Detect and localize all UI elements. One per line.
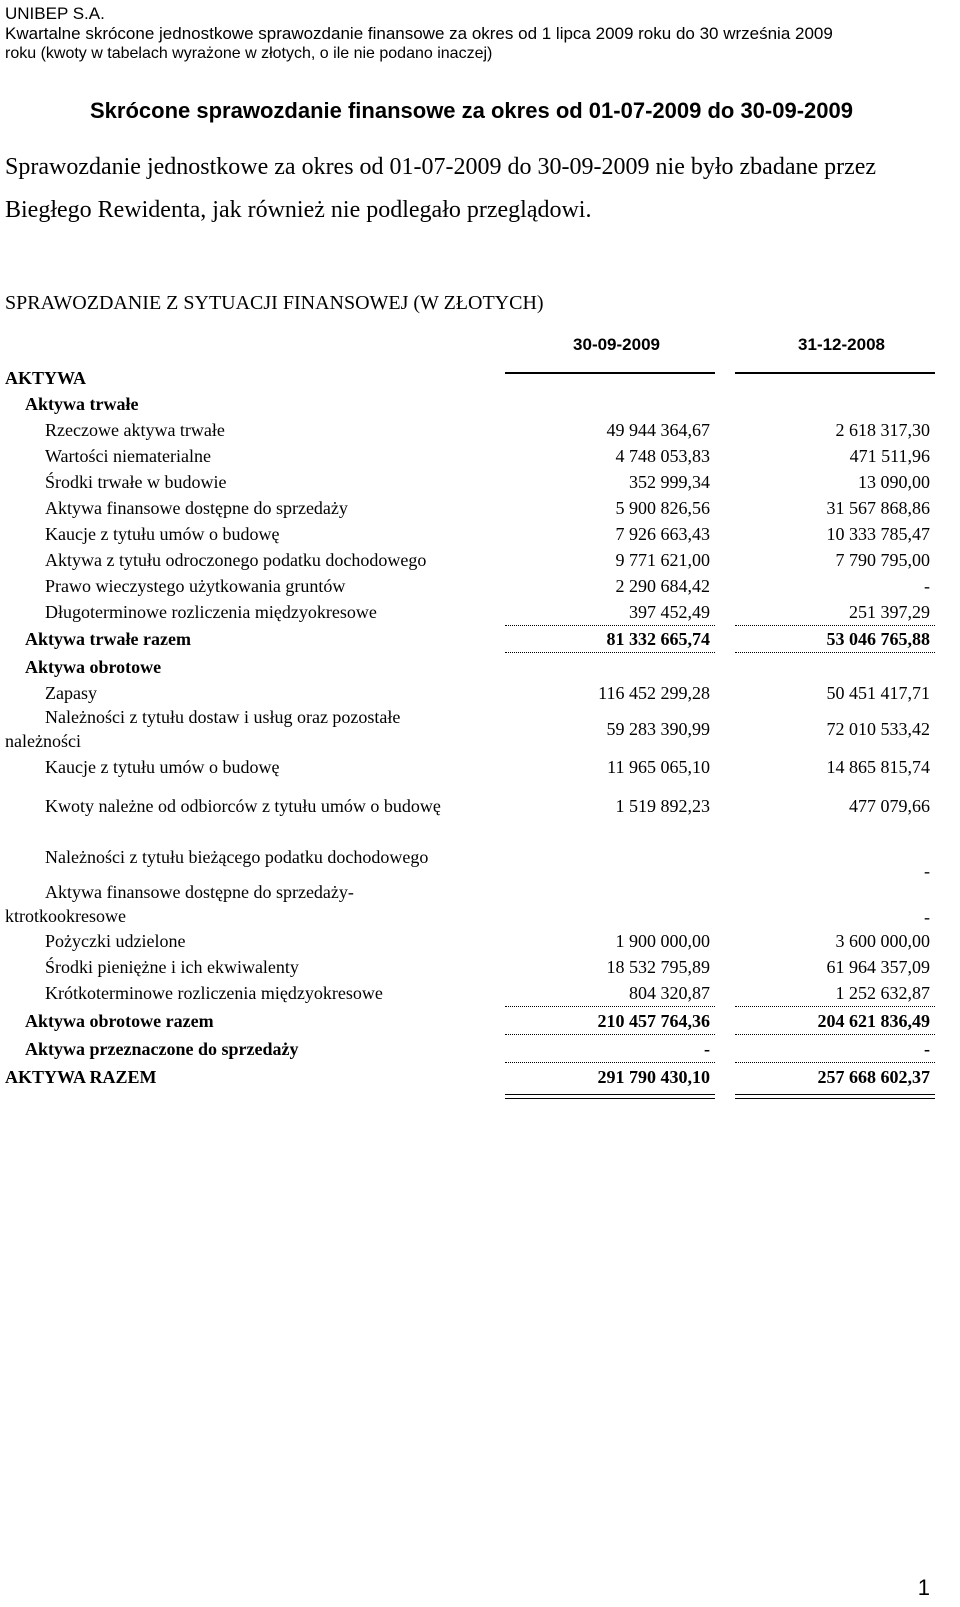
audit-note-line-2: Biegłego Rewidenta, jak również nie podlegało przeglądowi.	[5, 197, 592, 223]
row-label: Rzeczowe aktywa trwałe	[45, 420, 225, 440]
table-row	[0, 930, 960, 954]
value-2008: 72 010 533,42	[826, 719, 930, 739]
value-2008: 50 451 417,71	[826, 683, 930, 703]
row-label: Kaucje z tytułu umów o budowę	[45, 757, 280, 777]
value-2008: 471 511,96	[849, 446, 930, 466]
section-title: Skrócone sprawozdanie finansowe za okres od 01-07-2009 do 30-09-2009	[90, 98, 853, 123]
table-row	[0, 628, 960, 652]
row-label: Aktywa trwałe razem	[25, 629, 191, 649]
row-label: Kwoty należne od odbiorców z tytułu umów o budowę	[45, 796, 441, 816]
value-2009: 116 452 299,28	[598, 683, 710, 703]
value-2008: 1 252 632,87	[835, 983, 930, 1003]
subtotal-rule	[735, 1006, 935, 1007]
table-row	[0, 656, 960, 680]
table-row	[0, 1010, 960, 1034]
value-2009: 11 965 065,10	[607, 757, 710, 777]
row-label: Środki pieniężne i ich ekwiwalenty	[45, 957, 299, 977]
value-2008: 31 567 868,86	[826, 498, 930, 518]
value-2009: 5 900 826,56	[615, 498, 710, 518]
table-row	[0, 419, 960, 443]
row-label: Aktywa finansowe dostępne do sprzedaży	[45, 498, 348, 518]
row-label: Aktywa obrotowe razem	[25, 1011, 214, 1031]
table-row	[0, 523, 960, 547]
report-header-line-2: roku (kwoty w tabelach wyrażone w złotych, o ile nie podano inaczej)	[5, 45, 493, 62]
value-2009: 1 900 000,00	[615, 931, 710, 951]
table-row	[0, 1066, 960, 1090]
subtotal-rule	[735, 625, 935, 626]
row-label: Krótkoterminowe rozliczenia międzyokresowe	[45, 983, 383, 1003]
row-label-continued: ktrotkookresowe	[5, 906, 126, 926]
row-label: Prawo wieczystego użytkowania gruntów	[45, 576, 346, 596]
table-row	[0, 1038, 960, 1062]
value-2009: 2 290 684,42	[615, 576, 710, 596]
table-row	[0, 549, 960, 573]
row-label: Aktywa przeznaczone do sprzedaży	[25, 1039, 299, 1059]
subtotal-rule	[505, 1034, 715, 1035]
audit-note-line-1: Sprawozdanie jednostkowe za okres od 01-07-2009 do 30-09-2009 nie było zbadane przez	[5, 154, 877, 180]
table-row	[0, 706, 960, 754]
subtotal-rule	[735, 1034, 935, 1035]
table-row	[0, 445, 960, 469]
value-2008: -	[924, 907, 930, 927]
row-label: Pożyczki udzielone	[45, 931, 186, 951]
table-row	[0, 575, 960, 599]
value-2008: 477 079,66	[849, 796, 930, 816]
column-header-2009: 30-09-2009	[573, 335, 660, 354]
table-row	[0, 982, 960, 1006]
company-name: UNIBEP S.A.	[5, 4, 105, 23]
row-label: Aktywa obrotowe	[25, 657, 162, 677]
value-2008: 7 790 795,00	[835, 550, 930, 570]
value-2008: -	[924, 1039, 930, 1059]
value-2009: 352 999,34	[629, 472, 710, 492]
table-row	[0, 497, 960, 521]
row-label: Wartości niematerialne	[45, 446, 211, 466]
value-2009: 4 748 053,83	[615, 446, 710, 466]
value-2008: 53 046 765,88	[826, 629, 930, 649]
value-2009: 7 926 663,43	[615, 524, 710, 544]
row-label-continued: należności	[5, 731, 81, 751]
value-2008: 251 397,29	[849, 602, 930, 622]
row-label: Środki trwałe w budowie	[45, 472, 227, 492]
subtotal-rule	[735, 1062, 935, 1063]
subtotal-rule	[735, 652, 935, 653]
value-2008: 10 333 785,47	[826, 524, 930, 544]
value-2008: 13 090,00	[858, 472, 930, 492]
value-2008: -	[924, 861, 930, 881]
row-label: Aktywa trwałe	[25, 394, 139, 414]
value-2009: 1 519 892,23	[615, 796, 710, 816]
table-row	[0, 795, 960, 819]
value-2008: 14 865 815,74	[826, 757, 930, 777]
report-header-line-1: Kwartalne skrócone jednostkowe sprawozdanie finansowe za okres od 1 lipca 2009 roku do 30 września 2009	[5, 24, 833, 43]
row-label: AKTYWA	[5, 368, 87, 388]
row-label: Długoterminowe rozliczenia międzyokresowe	[45, 602, 377, 622]
value-2009: 291 790 430,10	[597, 1067, 710, 1087]
subtotal-rule	[505, 1006, 715, 1007]
value-2009: 18 532 795,89	[606, 957, 710, 977]
value-2009: 49 944 364,67	[606, 420, 710, 440]
subtotal-rule	[505, 1062, 715, 1063]
row-label: Aktywa z tytułu odroczonego podatku dochodowego	[45, 550, 427, 570]
value-2009: 210 457 764,36	[597, 1011, 710, 1031]
value-2009: 804 320,87	[629, 983, 710, 1003]
value-2008: 3 600 000,00	[835, 931, 930, 951]
table-row	[0, 881, 960, 929]
row-label: Należności z tytułu bieżącego podatku dochodowego	[45, 847, 429, 867]
row-label: AKTYWA RAZEM	[5, 1067, 157, 1087]
row-label: Zapasy	[45, 683, 97, 703]
row-label: Kaucje z tytułu umów o budowę	[45, 524, 280, 544]
total-double-rule	[735, 1094, 935, 1099]
table-row	[0, 601, 960, 625]
value-2009: 81 332 665,74	[606, 629, 710, 649]
subtotal-rule	[505, 652, 715, 653]
value-2009: -	[704, 1039, 710, 1059]
total-double-rule	[505, 1094, 715, 1099]
column-header-2008: 31-12-2008	[798, 335, 885, 354]
table-row	[0, 393, 960, 417]
row-label: Aktywa finansowe dostępne do sprzedaży-	[45, 882, 354, 902]
value-2008: 204 621 836,49	[817, 1011, 930, 1031]
value-2008: 257 668 602,37	[817, 1067, 930, 1087]
value-2008: -	[924, 576, 930, 596]
value-2008: 2 618 317,30	[835, 420, 930, 440]
table-row	[0, 471, 960, 495]
page-number: 1	[917, 1575, 930, 1600]
table-row	[0, 682, 960, 706]
value-2008: 61 964 357,09	[826, 957, 930, 977]
statement-title: SPRAWOZDANIE Z SYTUACJI FINANSOWEJ (W ZŁOTYCH)	[5, 292, 544, 314]
value-2009: 397 452,49	[629, 602, 710, 622]
table-row	[0, 756, 960, 780]
value-2009: 9 771 621,00	[615, 550, 710, 570]
row-label: Należności z tytułu dostaw i usług oraz pozostałe	[45, 707, 401, 727]
value-2009: 59 283 390,99	[606, 719, 710, 739]
subtotal-rule	[505, 625, 715, 626]
table-row	[0, 956, 960, 980]
table-row	[0, 367, 960, 391]
table-row	[0, 846, 960, 881]
